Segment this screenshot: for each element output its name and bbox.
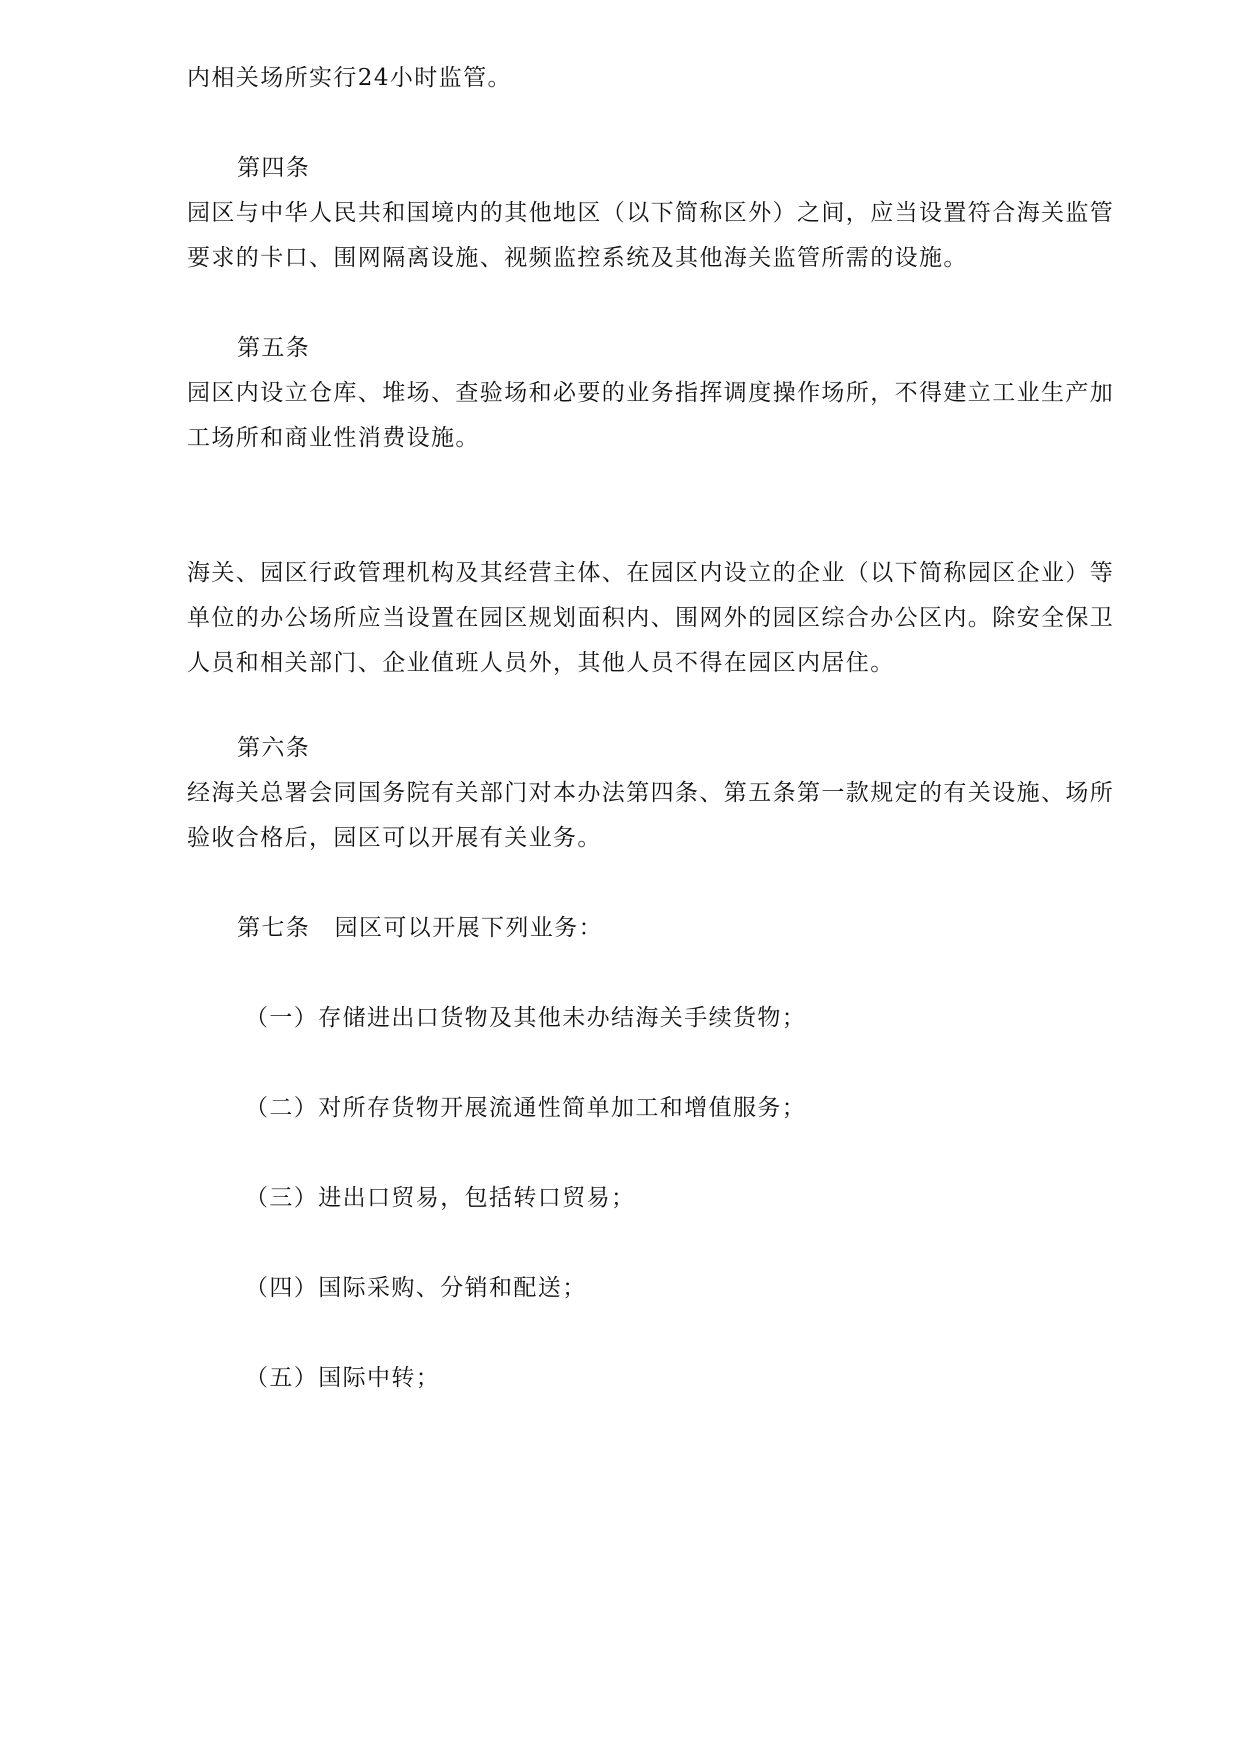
article-7-heading: 第七条 园区可以开展下列业务：	[237, 915, 603, 941]
article-5-para2-line: 人员和相关部门、企业值班人员外，其他人员不得在园区内居住。	[187, 650, 895, 676]
article-6-heading: 第六条	[237, 735, 311, 761]
article-7-item: （五）国际中转；	[245, 1365, 441, 1391]
article-5-para2-line: 单位的办公场所应当设置在园区规划面积内、围网外的园区综合办公区内。除安全保卫	[187, 605, 1115, 631]
article-5-para1-line: 园区内设立仓库、堆场、查验场和必要的业务指挥调度操作场所，不得建立工业生产加	[187, 380, 1115, 406]
article-4-line: 要求的卡口、围网隔离设施、视频监控系统及其他海关监管所需的设施。	[187, 245, 968, 271]
article-7-item: （二）对所存货物开展流通性简单加工和增值服务；	[245, 1095, 807, 1121]
article-5-para2-line: 海关、园区行政管理机构及其经营主体、在园区内设立的企业（以下简称园区企业）等	[187, 560, 1115, 586]
article-6-line: 验收合格后，园区可以开展有关业务。	[187, 825, 602, 851]
article-5-heading: 第五条	[237, 335, 311, 361]
article-7-item: （一）存储进出口货物及其他未办结海关手续货物；	[245, 1005, 807, 1031]
article-7-item: （四）国际采购、分销和配送；	[245, 1275, 587, 1301]
article-6-line: 经海关总署会同国务院有关部门对本办法第四条、第五条第一款规定的有关设施、场所	[187, 780, 1115, 806]
continuation-line: 内相关场所实行24小时监管。	[187, 65, 512, 91]
article-5-para1-line: 工场所和商业性消费设施。	[187, 425, 480, 451]
article-4-heading: 第四条	[237, 155, 311, 181]
article-4-line: 园区与中华人民共和国境内的其他地区（以下简称区外）之间，应当设置符合海关监管	[187, 200, 1115, 226]
article-7-item: （三）进出口贸易，包括转口贸易；	[245, 1185, 636, 1211]
